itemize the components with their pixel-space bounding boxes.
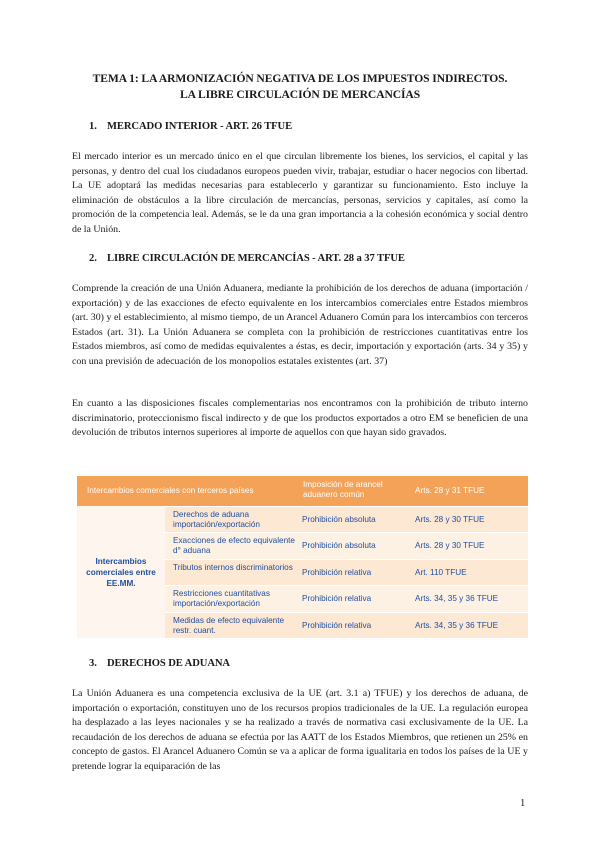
table-cell-status: Prohibición absoluta [302,515,376,524]
table-cell-status: Prohibición absoluta [302,541,376,551]
section-title: DERECHOS DE ADUANA [107,658,230,669]
page-number: 1 [520,798,526,809]
table-cell-articles: Arts. 28 y 30 TFUE [415,515,485,524]
section-number: 1. [89,121,97,132]
table-header-cell: Imposición de arancel aduanero común [303,480,383,499]
paragraph-disposiciones-fiscales: En cuanto a las disposiciones fiscales complementarias nos encontramos con la prohibición de tributo interno discriminatorio, proteccionismo fiscal indirecto y de que los productos exportados a otro EM se beneficien de una devolución de tributos internos superiores al importe de aquellos con que hayan sido gravados. [72,398,528,439]
section-title: LIBRE CIRCULACIÓN DE MERCANCÍAS - ART. 28 a 37 TFUE [107,253,405,264]
section-number: 3. [89,658,97,669]
table-row-label: Intercambios comerciales entre EE.MM. [77,506,165,638]
table-cell-measure: Restricciones cuantitativas importación/exportación [173,589,270,609]
document-title [60,71,540,103]
table-row [165,532,528,558]
table-cell-articles: Arts. 28 y 30 TFUE [415,541,485,551]
table-cell-measure: Tributos internos discriminatorios [173,562,293,572]
table-row [165,559,528,585]
table-cell-articles: Art. 110 TFUE [415,567,467,577]
paragraph-derechos-aduana: La Unión Aduanera es una competencia exclusiva de la UE (art. 3.1 a) TFUE) y los derechos de aduana, de importación o exportación, constituyen uno de los recursos propios tradicionales de la UE. La regulación europea ha desplazado a las leyes nacionales y se ha realizado a través de normativa casi exclusivamente de la UE. La recaudación de los derechos de aduana se efectúa por las AATT de los Estados Miembros, que retienen un 25% en concepto de gastos. El Arancel Aduanero Común se va a aplicar de forma igualitaria en todos los países de la UE y pretende lograr la equiparación de las [72,688,528,772]
table-cell-status: Prohibición relativa [302,594,372,604]
table-header-cell: Arts. 28 y 31 TFUE [415,486,485,495]
table-cell-measure: Exacciones de efecto equivalente d° aduana [173,536,295,556]
table-row [165,612,528,638]
table-cell-measure: Medidas de efecto equivalente restr. cuant. [173,615,285,635]
table-header-cell: Intercambios comerciales con terceros países [87,486,254,495]
title-line-2: LA LIBRE CIRCULACIÓN DE MERCANCÍAS [179,88,421,101]
paragraph-mercado-interior: El mercado interior es un mercado único en el que circulan libremente los bienes, los servicios, el capital y las personas, y dentro del cual los ciudadanos europeos pueden vivir, trabajar, estudiar o hacer negocios con libertad. La UE adoptará las medidas necesarias para establecerlo y garantizar su funcionamiento. Esto incluye la eliminación de obstáculos a la libre circulación de mercancías, personas, servicios y capitales, así como la promoción de la competencia leal. Además, se le da una gran importancia a la cohesión económica y social dentro de la Unión. [72,151,528,235]
table-body [77,506,528,638]
table-header [77,476,528,506]
table-cell-articles: Arts. 34, 35 y 36 TFUE [415,594,499,604]
section-title: MERCADO INTERIOR - ART. 26 TFUE [107,121,293,132]
section-heading-3 [89,658,230,669]
section-heading-1 [89,121,292,132]
paragraph-libre-circulacion: Comprende la creación de una Unión Aduanera, mediante la prohibición de los derechos de aduana (importación / exportación) y de las exacciones de efecto equivalente en los intercambios comerciales entre Estados miembros (art. 30) y el establecimiento, al mismo tiempo, de un Arancel Aduanero Común para los intercambios con terceros Estados (art. 31). La Unión Aduanera se completa con la prohibición de restricciones cuantitativas entre los Estados miembros, así como de medidas equivalentes a éstas, es decir, importación y exportación (arts. 34 y 35) y con una previsión de adecuación de los monopolios estatales existentes (art. 37) [72,283,528,367]
section-heading-2 [89,253,405,264]
table-row [165,506,528,532]
table-cell-status: Prohibición relativa [302,567,372,577]
table-row [165,585,528,611]
table-cell-status: Prohibición relativa [302,620,372,630]
section-number: 2. [89,253,97,264]
title-line-1: TEMA 1: LA ARMONIZACIÓN NEGATIVA DE LOS IMPUESTOS INDIRECTOS. [92,72,508,85]
table-cell-measure: Derechos de aduana importación/exportación [173,510,260,529]
intercambios-table [77,476,528,638]
table-cell-articles: Arts. 34, 35 y 36 TFUE [415,620,499,630]
